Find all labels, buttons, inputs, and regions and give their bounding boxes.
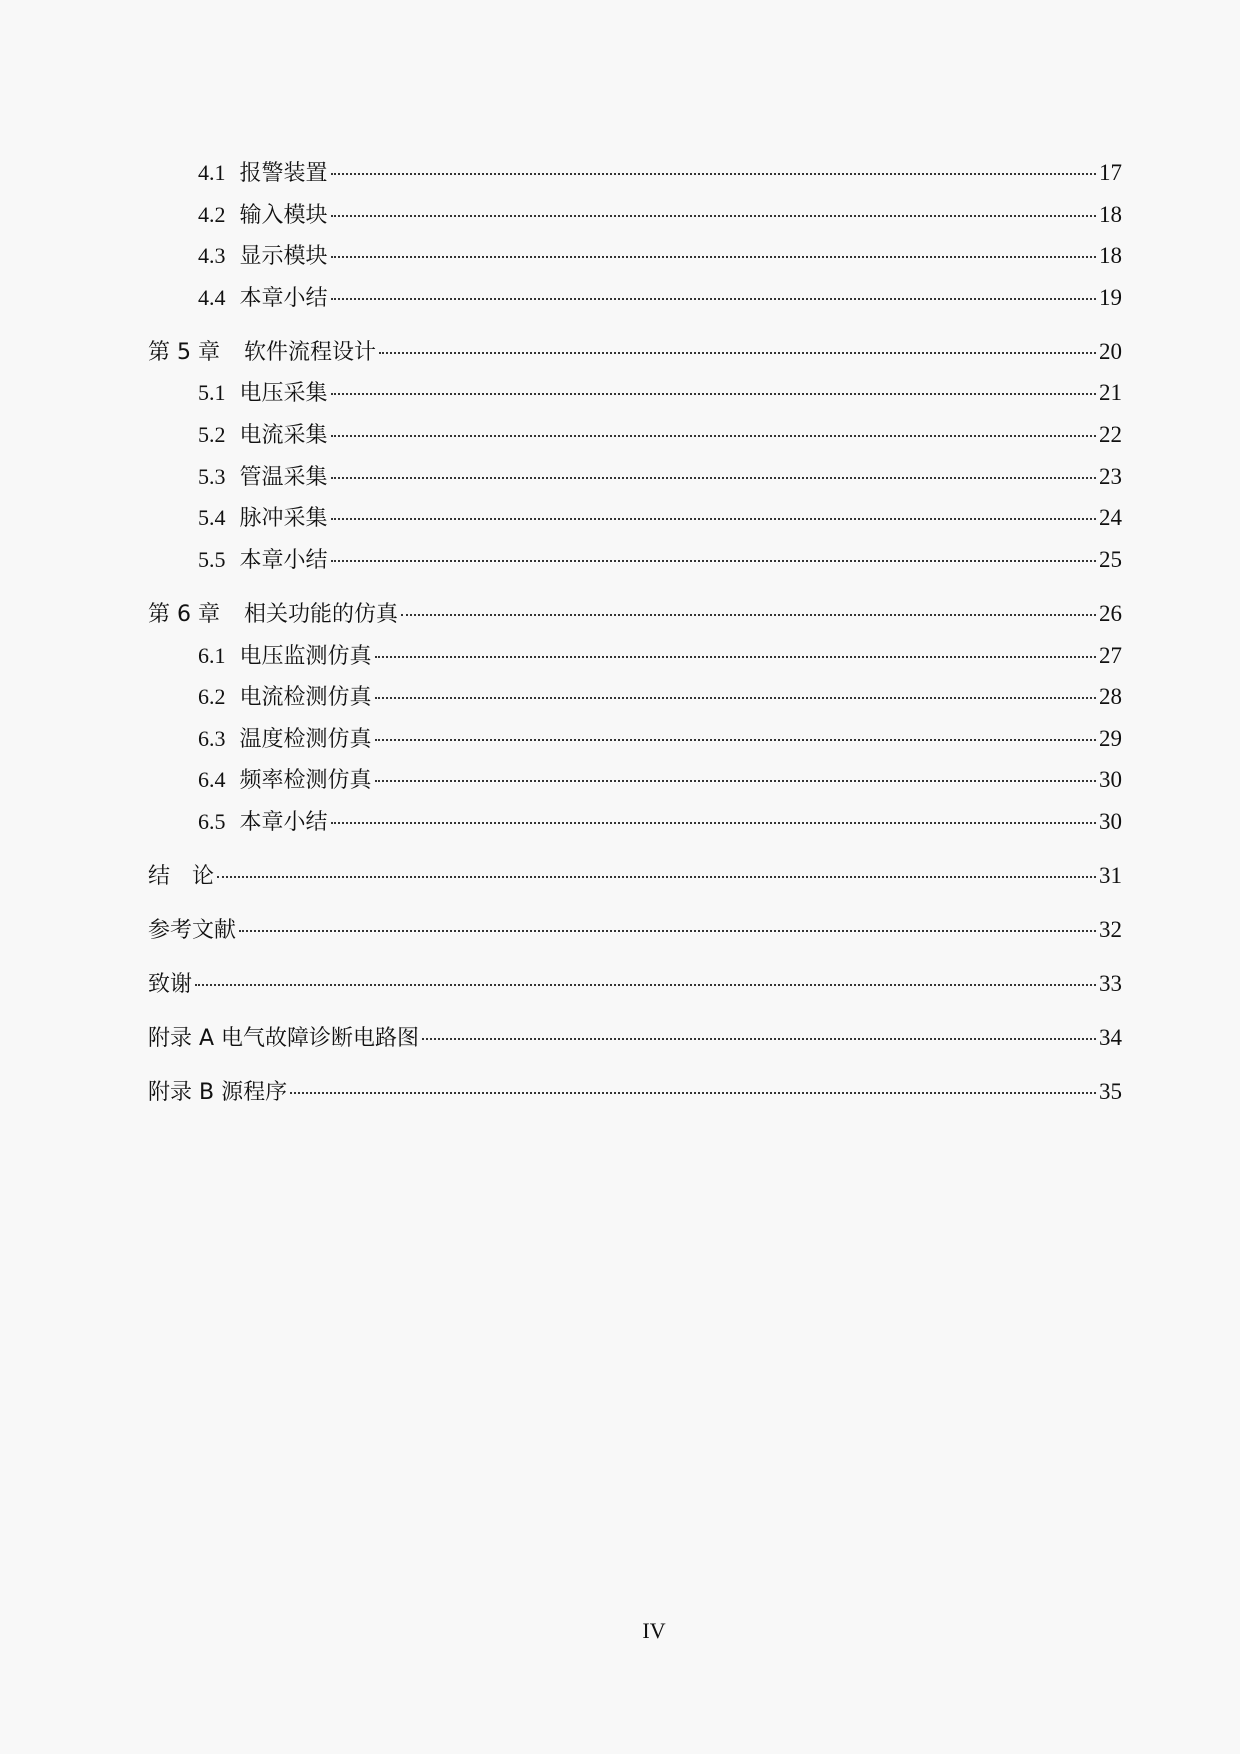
toc-entry[interactable] <box>148 1017 1122 1059</box>
toc-entry[interactable] <box>148 759 1122 801</box>
dot-leader <box>375 739 1096 741</box>
toc-entry[interactable] <box>148 331 1122 373</box>
toc-entry-page: 19 <box>1099 284 1122 310</box>
toc-entry-number: 第 6 章 <box>148 601 220 627</box>
dot-leader <box>331 298 1096 300</box>
toc-entry-title: 管温采集 <box>239 464 328 490</box>
toc-entry[interactable] <box>148 909 1122 951</box>
toc-entry-page: 21 <box>1099 380 1122 406</box>
toc-entry-title: 电压采集 <box>239 381 328 407</box>
toc-entry[interactable] <box>148 593 1122 635</box>
dot-leader <box>331 435 1096 437</box>
dot-leader <box>331 393 1096 395</box>
toc-entry[interactable] <box>148 235 1122 277</box>
toc-entry-title: 输入模块 <box>239 202 328 228</box>
toc-entry[interactable] <box>148 963 1122 1005</box>
toc-entry-number: 4.1 <box>198 160 226 185</box>
toc-entry-title: 致谢 <box>148 972 193 998</box>
toc-entry[interactable] <box>148 676 1122 718</box>
toc-entry-title: 报警装置 <box>239 161 328 186</box>
dot-leader <box>331 560 1096 562</box>
dot-leader <box>331 822 1096 824</box>
toc-entry-title: 电流采集 <box>239 423 328 449</box>
dot-leader <box>375 697 1096 699</box>
toc-entry-title: 附录 B 源程序 <box>148 1080 288 1106</box>
toc-entry-page: 18 <box>1099 201 1122 227</box>
toc-entry-page: 30 <box>1099 808 1122 834</box>
toc-entry[interactable] <box>148 152 1122 194</box>
toc-entry-number: 6.1 <box>198 642 226 668</box>
toc-entry[interactable] <box>148 539 1122 581</box>
dot-leader <box>217 876 1096 878</box>
toc-entry-page: 28 <box>1099 684 1122 710</box>
dot-leader <box>331 518 1096 520</box>
dot-leader <box>331 215 1096 217</box>
toc-entry-page: 30 <box>1099 767 1122 793</box>
dot-leader <box>401 614 1096 616</box>
toc-entry-number: 5.1 <box>198 380 226 406</box>
dot-leader <box>379 352 1096 354</box>
toc-entry-number: 第 5 章 <box>148 339 220 365</box>
toc-entry-page: 32 <box>1099 917 1122 943</box>
toc-entry-number: 6.5 <box>198 808 226 834</box>
toc-entry-title: 本章小结 <box>239 285 328 311</box>
dot-leader <box>239 930 1096 932</box>
toc-entry-page: 31 <box>1099 863 1122 888</box>
toc-entry-title: 相关功能的仿真 <box>243 601 398 627</box>
toc-entry-number: 5.2 <box>198 422 226 448</box>
toc-entry-title: 结 论 <box>148 864 215 889</box>
dot-leader <box>375 656 1096 658</box>
toc-entry-page: 26 <box>1099 600 1122 626</box>
toc-entry-title: 显示模块 <box>239 244 328 270</box>
toc-entry-number: 5.3 <box>198 463 226 489</box>
toc-entry[interactable] <box>148 801 1122 843</box>
toc-entry-title: 脉冲采集 <box>239 506 328 532</box>
toc-entry-number: 6.3 <box>198 725 226 751</box>
toc-entry[interactable] <box>148 194 1122 236</box>
toc-entry-page: 20 <box>1099 338 1122 364</box>
toc-entry-number: 5.5 <box>198 546 226 572</box>
toc-entry[interactable] <box>148 1071 1122 1113</box>
toc-entry-page: 25 <box>1099 546 1122 572</box>
toc-entry[interactable] <box>148 456 1122 498</box>
toc-entry[interactable] <box>148 855 1122 897</box>
table-of-contents <box>148 152 1122 1113</box>
dot-leader <box>331 477 1096 479</box>
toc-entry-number: 5.4 <box>198 505 226 531</box>
toc-entry-page: 27 <box>1099 642 1122 668</box>
toc-entry[interactable] <box>148 277 1122 319</box>
toc-entry-title: 本章小结 <box>239 547 328 573</box>
toc-entry-page: 18 <box>1099 243 1122 269</box>
toc-entry-title: 附录 A 电气故障诊断电路图 <box>148 1026 420 1052</box>
toc-entry-page: 34 <box>1099 1025 1122 1051</box>
dot-leader <box>195 984 1096 986</box>
toc-entry-title: 参考文献 <box>148 918 237 944</box>
toc-entry-page: 22 <box>1099 422 1122 448</box>
toc-entry[interactable] <box>148 372 1122 414</box>
dot-leader <box>375 780 1096 782</box>
toc-entry-number: 6.2 <box>198 684 226 710</box>
toc-entry[interactable] <box>148 635 1122 677</box>
dot-leader <box>290 1092 1096 1094</box>
toc-entry-page: 23 <box>1099 463 1122 489</box>
toc-entry-number: 4.2 <box>198 201 226 227</box>
toc-entry[interactable] <box>148 414 1122 456</box>
toc-entry-title: 电压监测仿真 <box>239 643 372 669</box>
toc-entry-number: 6.4 <box>198 767 226 793</box>
toc-entry-title: 温度检测仿真 <box>239 726 372 752</box>
page-number: IV <box>642 1618 666 1643</box>
toc-entry-title: 软件流程设计 <box>243 339 376 365</box>
toc-entry-page: 33 <box>1099 971 1122 997</box>
toc-entry-title: 本章小结 <box>239 809 328 835</box>
toc-entry[interactable] <box>148 497 1122 539</box>
toc-entry-number: 4.4 <box>198 284 226 310</box>
toc-entry-page: 17 <box>1099 160 1122 185</box>
dot-leader <box>331 173 1096 175</box>
toc-entry-number: 4.3 <box>198 243 226 269</box>
toc-entry-title: 电流检测仿真 <box>239 685 372 711</box>
toc-entry-title: 频率检测仿真 <box>239 768 372 794</box>
dot-leader <box>422 1038 1096 1040</box>
toc-entry-page: 29 <box>1099 725 1122 751</box>
dot-leader <box>331 256 1096 258</box>
toc-entry-page: 24 <box>1099 505 1122 531</box>
toc-entry[interactable] <box>148 718 1122 760</box>
toc-entry-page: 35 <box>1099 1079 1122 1105</box>
